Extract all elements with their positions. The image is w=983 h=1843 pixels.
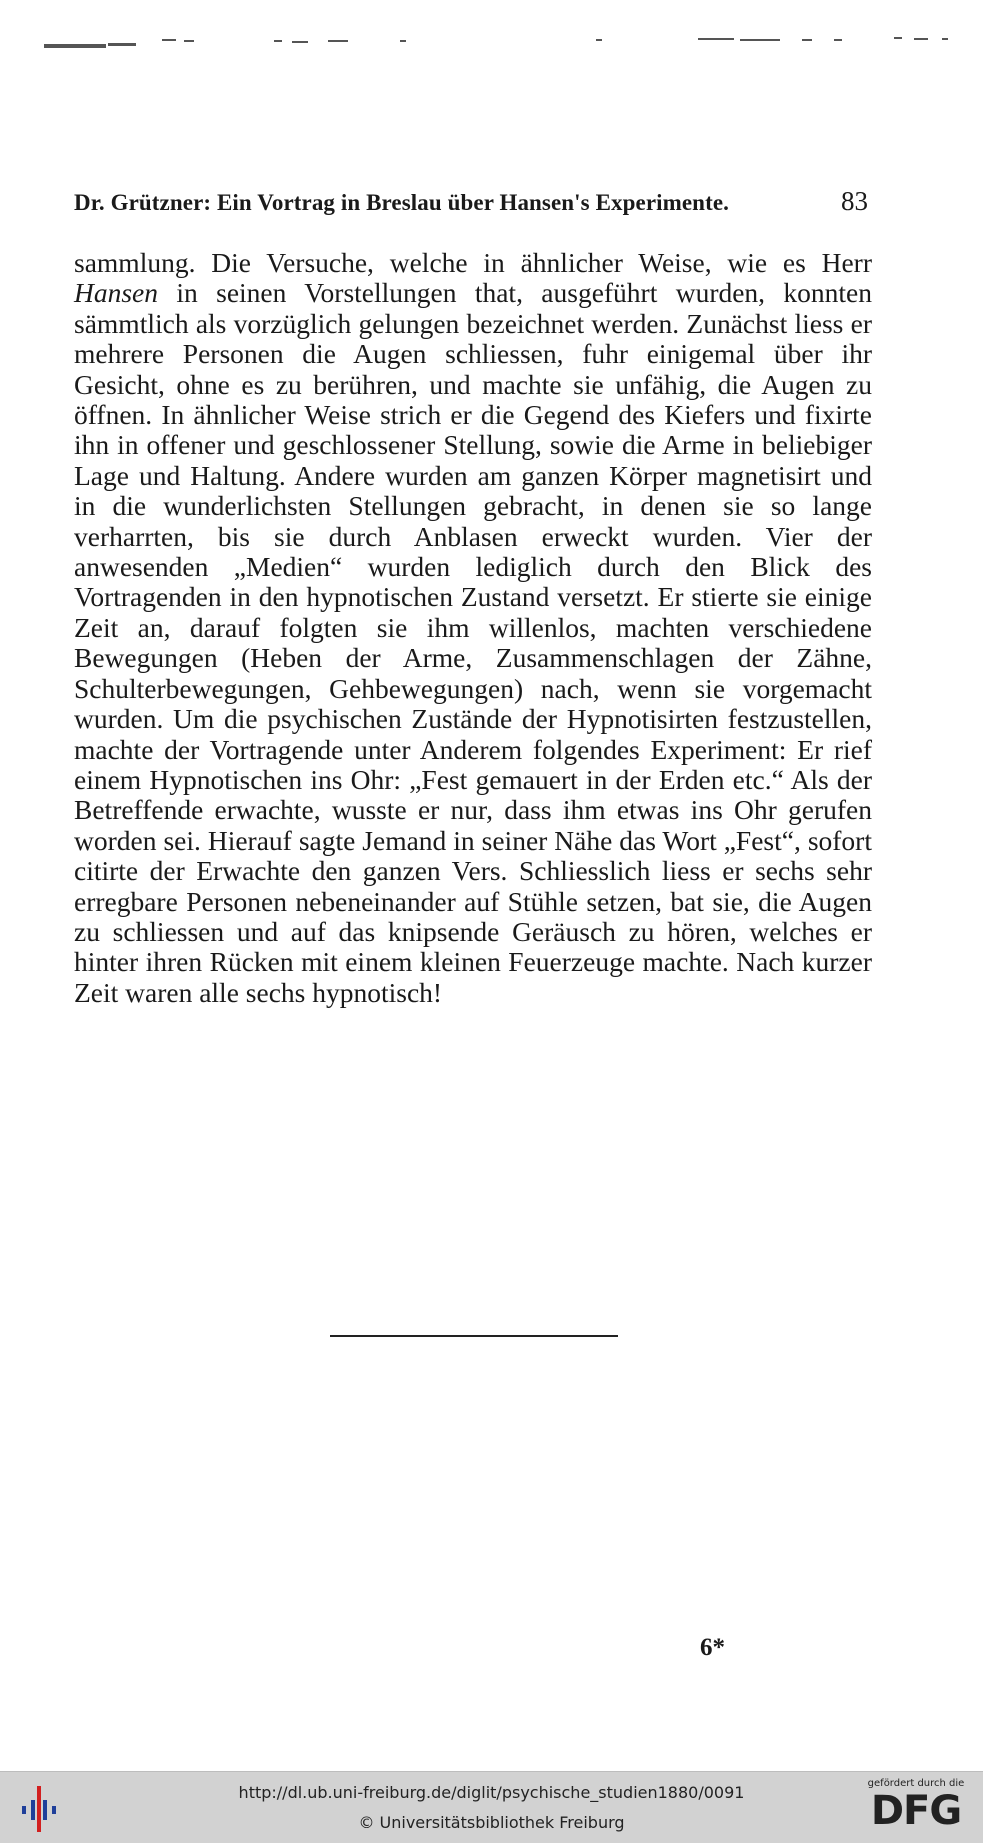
- copyright-notice: © Universitätsbibliothek Freiburg: [358, 1813, 625, 1832]
- running-header: [74, 186, 868, 226]
- running-title: Dr. Grützner: Ein Vortrag in Breslau über Hansen's Experimente.: [74, 190, 729, 215]
- page-number: 83: [841, 186, 868, 216]
- scan-artifact-marks: [0, 26, 983, 56]
- body-text: [74, 248, 872, 1008]
- person-name-italic: Hansen: [74, 277, 159, 309]
- sponsor-caption: gefördert durch die: [867, 1778, 965, 1789]
- body-paragraph: [74, 248, 872, 1008]
- body-text-part-1: sammlung. Die Versuche, welche in ähnlicher Weise, wie es Herr: [74, 247, 872, 278]
- end-rule: [330, 1335, 618, 1337]
- signature-mark: 6*: [700, 1634, 725, 1661]
- source-url[interactable]: http://dl.ub.uni-freiburg.de/diglit/psychische_studien1880/0091: [238, 1783, 745, 1802]
- body-text-part-2: in seinen Vorstellungen that, ausgeführt wurden, konnten sämmtlich als vorzüglich gelungen bezeichnet werden. Zunächst liess er mehrere Personen die Augen schliessen, fuhr einigemal über ihr Gesicht, ohne es zu berühren, und machte sie unfähig, die Augen zu öffnen. In ähnlicher Weise strich er die Gegend des Kiefers und fixirte ihn in offener und geschlossener Stellung, sowie die Arme in beliebiger Lage und Haltung. Andere wurden am ganzen Körper magnetisirt und in die wunderlichsten Stellungen gebracht, in denen sie so lange verharrten, bis sie durch Anblasen erweckt wurden. Vier der anwesenden „Medien“ wurden lediglich durch den Blick des Vortragenden in den hypnotischen Zustand versetzt. Er stierte sie einige Zeit an, darauf folgten sie ihm willenlos, machten verschiedene Bewegungen (Heben der Arme, Zusammenschlagen der Zähne, Schulterbewegungen, Gehbewegungen) nach, wenn sie vorgemacht wurden. Um die psychischen Zustände der Hypnotisirten festzustellen, machte der Vortragende unter Anderem folgendes Experiment: Er rief einem Hypnotischen ins Ohr: „Fest gemauert in der Erden etc.“ Als der Betreffende erwachte, wusste er nur, dass ihm etwas ins Ohr gerufen worden sei. Hierauf sagte Jemand in seiner Nähe das Wort „Fest“, sofort citirte der Erwachte den ganzen Vers. Schliesslich liess er sechs sehr erregbare Personen nebeneinander auf Stühle setzen, bat sie, die Augen zu schliessen und auf das knipsende Geräusch zu hören, welches er hinter ihren Rücken mit einem kleinen Feuerzeuge machte. Nach kurzer Zeit waren alle sechs hypnotisch!: [74, 277, 872, 1008]
- dfg-logo-icon: DFG: [870, 1788, 962, 1834]
- viewer-footer: [0, 1771, 983, 1843]
- dfg-sponsor: [861, 1776, 971, 1840]
